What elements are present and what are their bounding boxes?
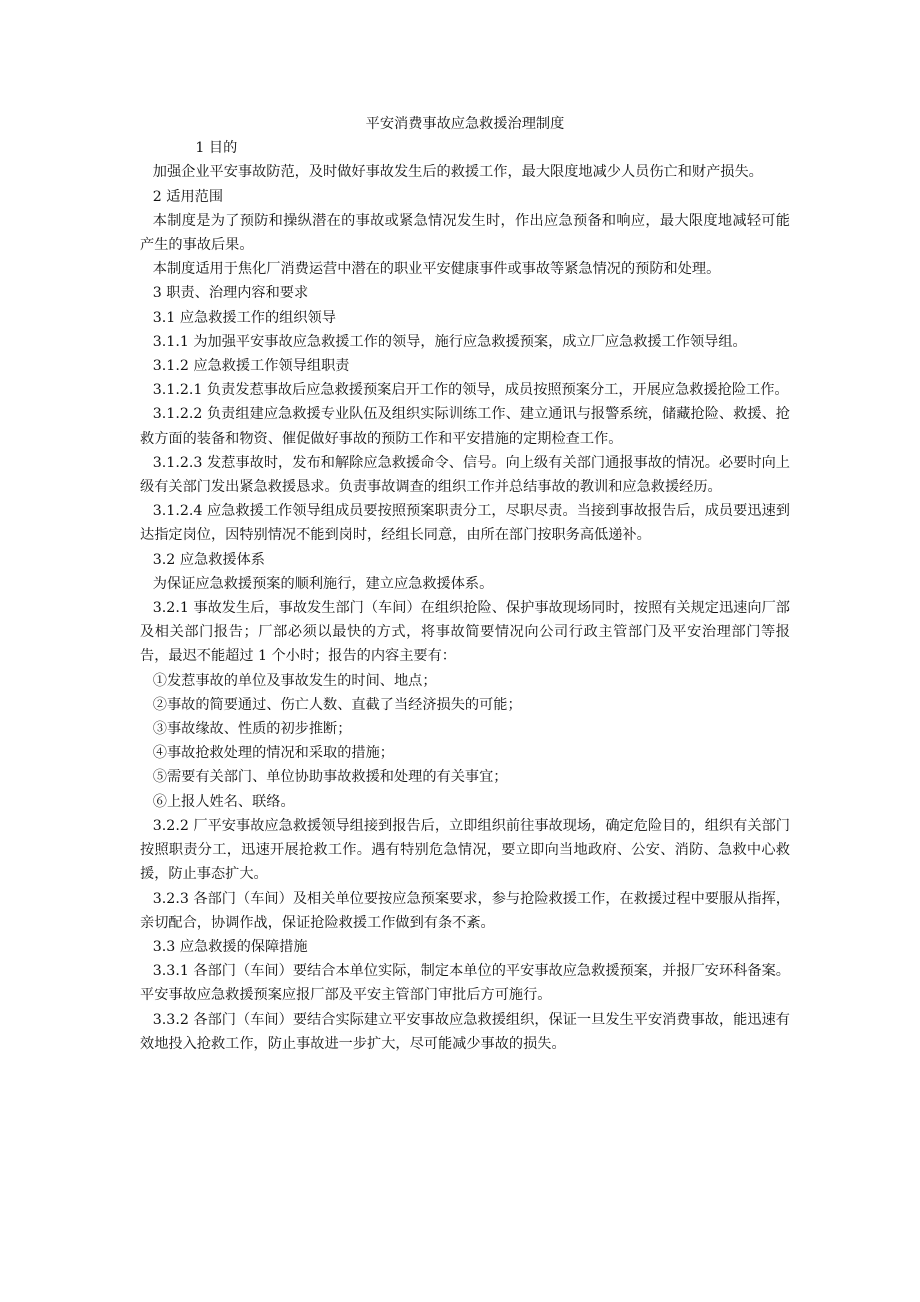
paragraph: 为保证应急救援预案的顺利施行，建立应急救援体系。: [152, 575, 494, 592]
section-heading: 3.3 应急救援的保障措施: [152, 938, 308, 955]
paragraph: 3.3.1 各部门（车间）要结合本单位实际，制定本单位的平安事故应急救援预案，并报厂安环科备案。平安事故应急救援预案应报厂部及平安主管部门审批后方可施行。: [140, 963, 790, 1004]
paragraph: 3.1.2.3 发惹事故时，发布和解除应急救援命令、信号。向上级有关部门通报事故的情况。必要时向上级有关部门发出紧急救援恳求。负责事故调查的组织工作并总结事故的教训和应急救援经历。: [140, 454, 790, 496]
list-item: ②事故的简要通过、伤亡人数、直截了当经济损失的可能；: [152, 696, 522, 713]
paragraph: 3.2.2 厂平安事故应急救援领导组接到报告后，立即组织前往事故现场，确定危险目的，组织有关部门按照职责分工，迅速开展抢救工作。遇有特别危急情况，要立即向当地政府、公安、消防、急救中心救援，防止事态扩大。: [140, 817, 790, 883]
document-page: [140, 112, 790, 1056]
section-heading: 3 职责、治理内容和要求: [152, 285, 309, 302]
paragraph: 3.1.2.1 负责发惹事故后应急救援预案启开工作的领导，成员按照预案分工，开展应急救援抢险工作。: [152, 382, 789, 399]
paragraph: 3.2.3 各部门（车间）及相关单位要按应急预案要求，参与抢险救援工作，在救援过程中要服从指挥，亲切配合，协调作战，保证抢险救援工作做到有条不紊。: [140, 890, 790, 931]
paragraph: 3.1.1 为加强平安事故应急救援工作的领导，施行应急救援预案，成立厂应急救援工作领导组。: [152, 333, 747, 350]
list-item: ③事故缘故、性质的初步推断；: [152, 721, 352, 738]
section-heading: 3.2 应急救援体系: [152, 551, 265, 568]
section-heading: 3.1.2 应急救援工作领导组职责: [152, 358, 350, 375]
paragraph: 本制度是为了预防和操纵潜在的事故或紧急情况发生时，作出应急预备和响应，最大限度地减轻可能产生的事故后果。: [140, 212, 790, 254]
paragraph: 3.3.2 各部门（车间）要结合实际建立平安事故应急救援组织，保证一旦发生平安消费事故，能迅速有效地投入抢救工作，防止事故进一步扩大，尽可能减少事故的损失。: [140, 1011, 790, 1052]
paragraph: 3.1.2.4 应急救援工作领导组成员要按照预案职责分工，尽职尽责。当接到事故报告后，成员要迅速到达指定岗位，因特别情况不能到岗时，经组长同意，由所在部门按职务高低递补。: [140, 503, 790, 544]
section-heading: 1 目的: [195, 140, 238, 157]
paragraph: 加强企业平安事故防范，及时做好事故发生后的救援工作，最大限度地减少人员伤亡和财产损失。: [152, 164, 763, 181]
section-heading: 2 适用范围: [152, 188, 224, 205]
document-title: 平安消费事故应急救援治理制度: [365, 116, 565, 132]
list-item: ④事故抢救处理的情况和采取的措施；: [152, 745, 394, 762]
list-item: ①发惹事故的单位及事故发生的时间、地点；: [152, 672, 437, 689]
document-body: [140, 136, 790, 1056]
paragraph: 3.1.2.2 负责组建应急救援专业队伍及组织实际训练工作、建立通讯与报警系统，储藏抢险、救援、抢救方面的装备和物资、催促做好事故的预防工作和平安措施的定期检查工作。: [140, 406, 790, 447]
paragraph: 本制度适用于焦化厂消费运营中潜在的职业平安健康事件或事故等紧急情况的预防和处理。: [152, 261, 721, 278]
list-item: ⑥上报人姓名、联络。: [152, 793, 295, 810]
paragraph: 3.2.1 事故发生后，事故发生部门（车间）在组织抢险、保护事故现场同时，按照有关规定迅速向厂部及相关部门报告；厂部必须以最快的方式，将事故简要情况向公司行政主管部门及平安治理部门等报告，最迟不能超过 1 个小时；报告的内容主要有：: [140, 600, 790, 665]
list-item: ⑤需要有关部门、单位协助事故救援和处理的有关事宜；: [152, 769, 508, 786]
section-heading: 3.1 应急救援工作的组织领导: [152, 309, 336, 326]
